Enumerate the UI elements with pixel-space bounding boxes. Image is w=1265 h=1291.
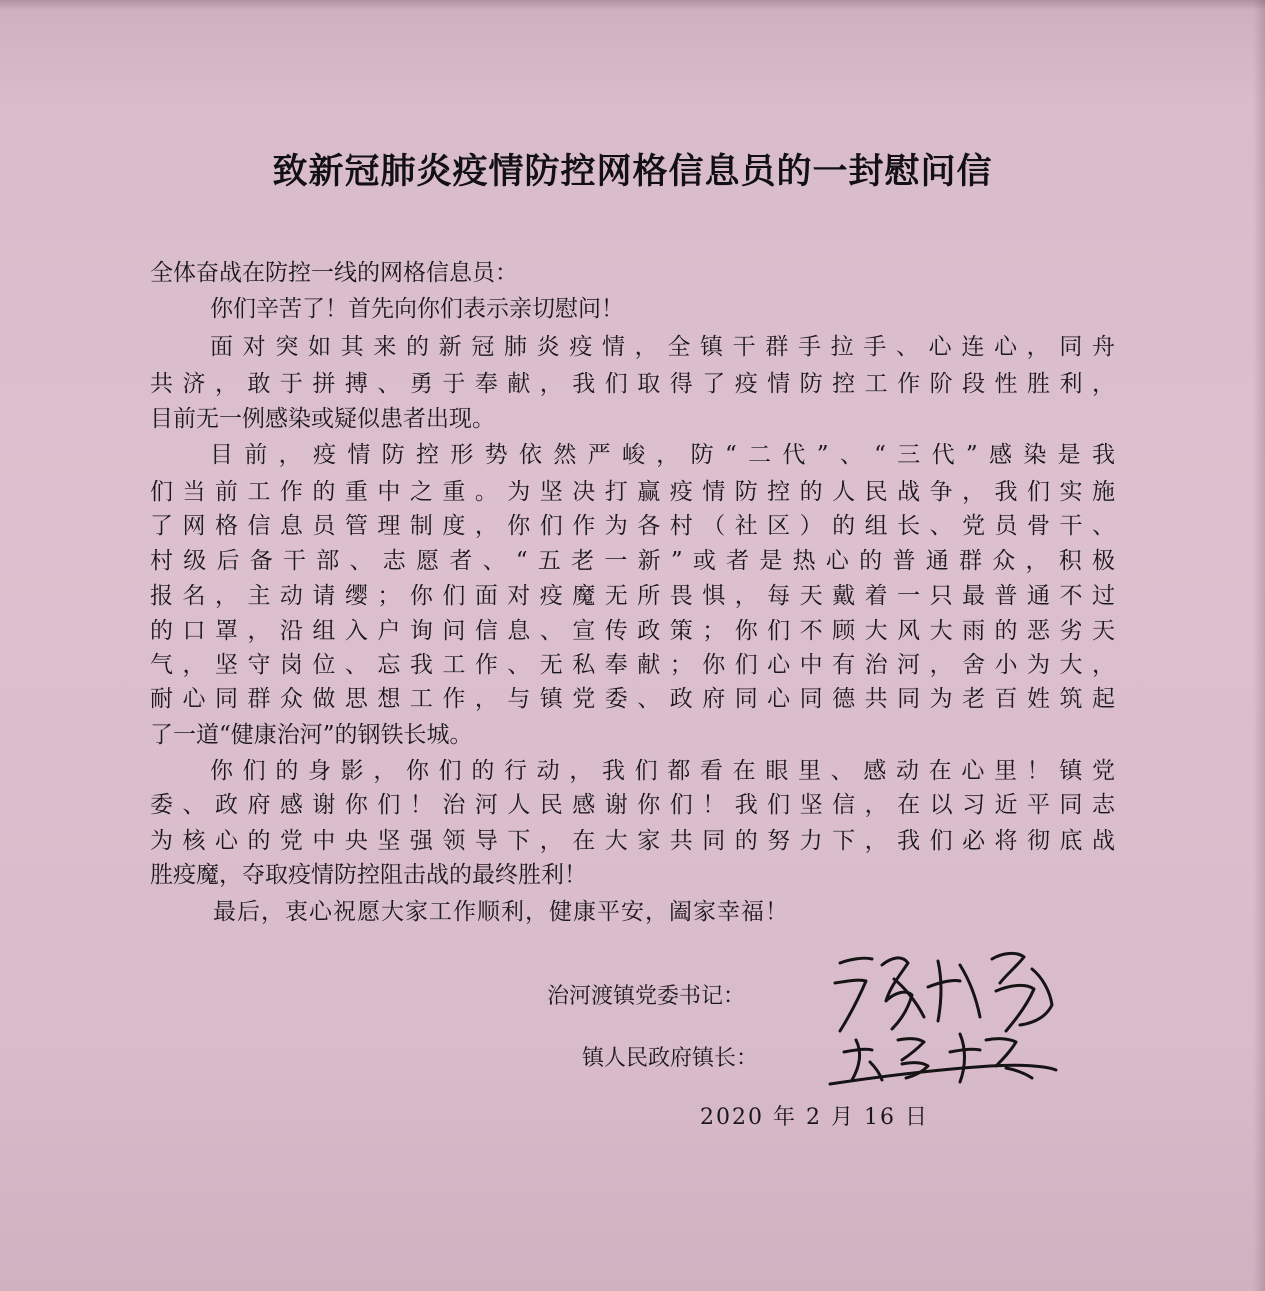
letter-line: 耐心同群众做思想工作，与镇党委、政府同心同德共同为老百姓筑起	[150, 686, 1115, 712]
letter-line: 委、政府感谢你们！治河人民感谢你们！我们坚信，在以习近平同志	[150, 792, 1115, 818]
mayor-signature	[810, 1022, 1070, 1102]
mayor-label: 镇人民政府镇长：	[582, 1046, 759, 1071]
letter-line: 为核心的党中央坚强领导下，在大家共同的努力下，我们必将彻底战	[150, 828, 1115, 854]
letter-line: 了网格信息员管理制度，你们作为各村（社区）的组长、党员骨干、	[150, 513, 1115, 539]
salutation: 全体奋战在防控一线的网格信息员：	[150, 260, 518, 286]
letter-line: 村级后备干部、志愿者、“五老一新”或者是热心的普通群众，积极	[150, 548, 1115, 574]
paper-edge-shadow	[0, 0, 1265, 10]
letter-line: 共济，敢于拼搏、勇于奉献，我们取得了疫情防控工作阶段性胜利，	[150, 371, 1115, 397]
letter-line: 胜疫魔，夺取疫情防控阻击战的最终胜利！	[150, 862, 587, 888]
letter-line: 目前，疫情防控形势依然严峻，防“二代”、“三代”感染是我	[210, 442, 1115, 468]
letter-line: 面对突如其来的新冠肺炎疫情，全镇干群手拉手、心连心，同舟	[210, 334, 1115, 360]
letter-line: 你们辛苦了！首先向你们表示亲切慰问！	[210, 296, 624, 322]
letter-line: 气，坚守岗位、忘我工作、无私奉献；你们心中有治河，舍小为大，	[150, 652, 1115, 678]
letter-line: 报名，主动请缨；你们面对疫魔无所畏惧，每天戴着一只最普通不过	[150, 583, 1115, 609]
letter-line: 你们的身影，你们的行动，我们都看在眼里、感动在心里！镇党	[210, 758, 1115, 784]
letter-date: 2020 年 2 月 16 日	[700, 1105, 929, 1130]
secretary-label: 治河渡镇党委书记：	[547, 984, 746, 1009]
letter-line: 们当前工作的重中之重。为坚决打赢疫情防控的人民战争，我们实施	[150, 479, 1115, 505]
letter-line: 的口罩，沿组入户询问信息、宣传政策；你们不顾大风大雨的恶劣天	[150, 618, 1115, 644]
letter-title: 致新冠肺炎疫情防控网格信息员的一封慰问信	[272, 152, 993, 192]
letter-line: 目前无一例感染或疑似患者出现。	[150, 406, 495, 432]
letter-line: 了一道“健康治河”的钢铁长城。	[150, 722, 473, 748]
letter-line: 最后，衷心祝愿大家工作顺利，健康平安，阖家幸福！	[213, 899, 789, 925]
